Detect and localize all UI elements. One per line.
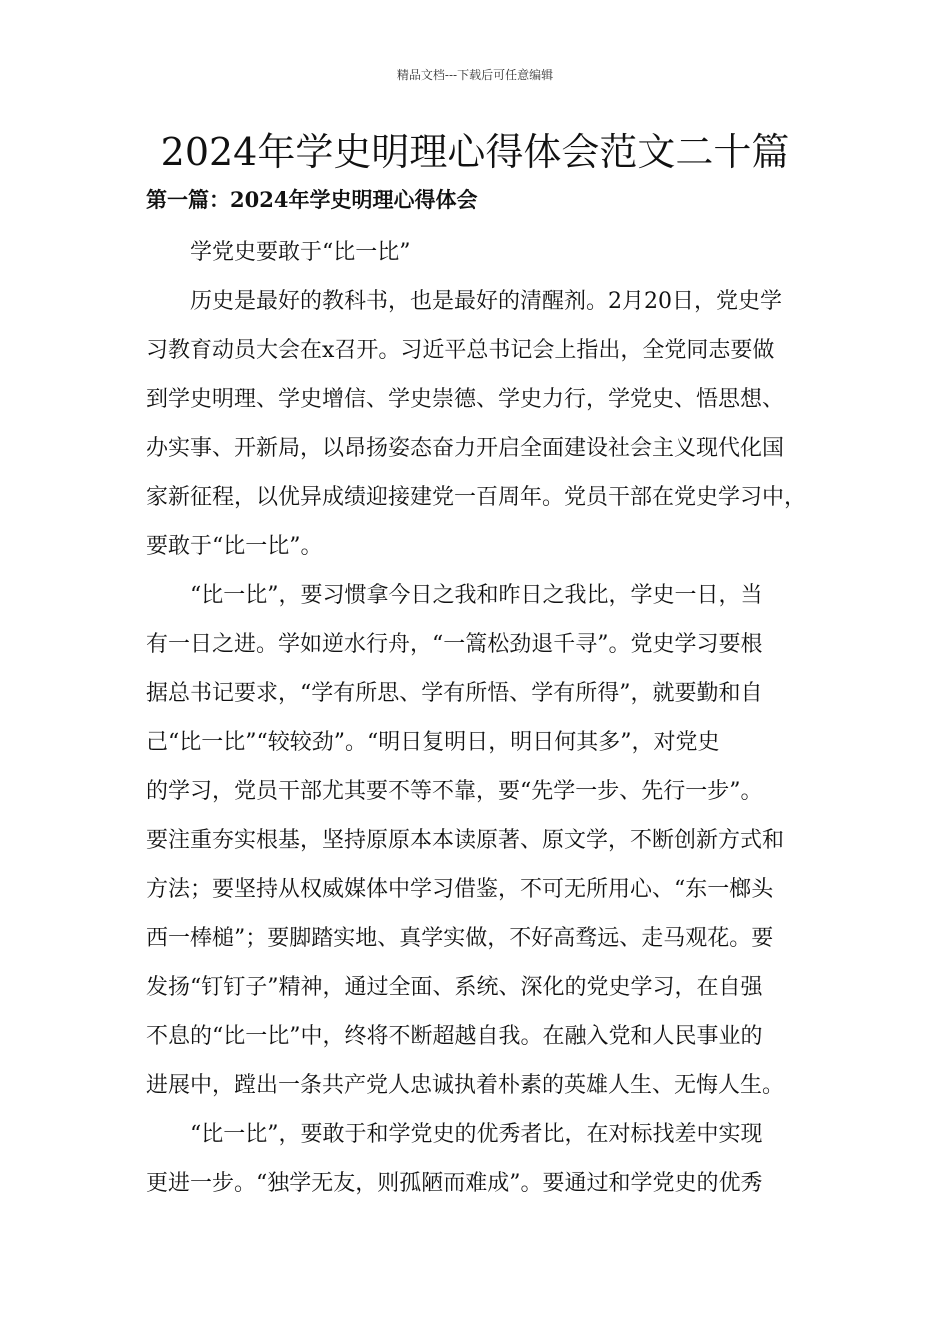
subheading-line: 学党史要敢于“比一比” bbox=[190, 240, 411, 265]
paragraph-line: 己“比一比”“较较劲”。“明日复明日，明日何其多”，对党史 bbox=[146, 730, 720, 755]
paragraph-line: 不息的“比一比”中，终将不断超越自我。在融入党和人民事业的 bbox=[146, 1024, 763, 1049]
paragraph-line: 西一棒槌”；要脚踏实地、真学实做，不好高骛远、走马观花。要 bbox=[146, 926, 774, 951]
paragraph-line: “比一比”，要敢于和学党史的优秀者比，在对标找差中实现 bbox=[190, 1122, 763, 1147]
paragraph-line: “比一比”，要习惯拿今日之我和昨日之我比，学史一日，当 bbox=[190, 583, 763, 608]
body-text bbox=[146, 233, 826, 1213]
paragraph-line: 方法；要坚持从权威媒体中学习借鉴，不可无所用心、“东一榔头 bbox=[146, 877, 774, 902]
paragraph-line: 更进一步。“独学无友，则孤陋而难成”。要通过和学党史的优秀 bbox=[146, 1171, 763, 1196]
paragraph-line: 发扬“钉钉子”精神，通过全面、系统、深化的党史学习，在自强 bbox=[146, 975, 763, 1000]
document-title: 2024年学史明理心得体会范文二十篇 bbox=[160, 130, 790, 174]
paragraph-line: 的学习，党员干部尤其要不等不靠，要“先学一步、先行一步”。 bbox=[146, 779, 763, 804]
section-heading: 第一篇：2024年学史明理心得体会 bbox=[146, 187, 478, 212]
paragraph-line: 进展中，蹚出一条共产党人忠诚执着朴素的英雄人生、无悔人生。 bbox=[146, 1073, 785, 1098]
paragraph-line: 到学史明理、学史增信、学史崇德、学史力行，学党史、悟思想、 bbox=[146, 387, 785, 412]
paragraph-line: 据总书记要求，“学有所思、学有所悟、学有所得”，就要勤和自 bbox=[146, 681, 763, 706]
paragraph-line: 历史是最好的教科书，也是最好的清醒剂。2月20日，党史学 bbox=[190, 289, 782, 314]
paragraph-line: 有一日之进。学如逆水行舟，“一篙松劲退千寻”。党史学习要根 bbox=[146, 632, 763, 657]
paragraph-line: 家新征程，以优异成绩迎接建党一百周年。党员干部在党史学习中， bbox=[146, 485, 807, 510]
paragraph-line: 要注重夯实根基，坚持原原本本读原著、原文学，不断创新方式和 bbox=[146, 828, 785, 853]
header-note: 精品文档---下载后可任意编辑 bbox=[396, 68, 554, 82]
paragraph-line: 习教育动员大会在x召开。习近平总书记会上指出，全党同志要做 bbox=[146, 338, 775, 363]
paragraph-line: 办实事、开新局，以昂扬姿态奋力开启全面建设社会主义现代化国 bbox=[146, 436, 785, 461]
paragraph-line: 要敢于“比一比”。 bbox=[146, 534, 323, 559]
